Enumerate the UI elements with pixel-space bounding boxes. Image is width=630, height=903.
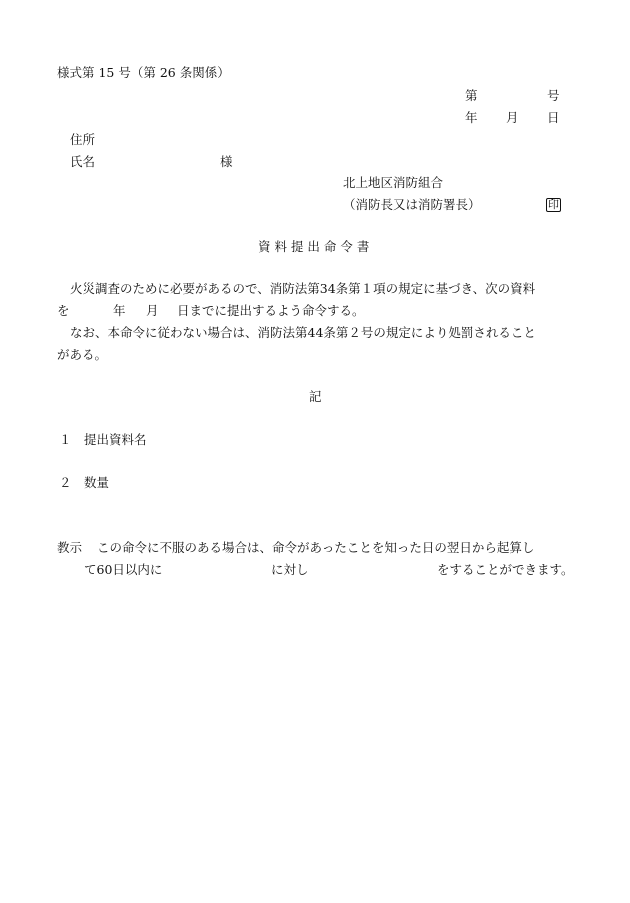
item-2-label: 数量 (84, 475, 110, 490)
item-2-number: ２ (59, 475, 72, 490)
name-label: 氏名 (70, 154, 96, 169)
form-label: 様式第 15 号（第 26 条関係） (57, 65, 230, 80)
body-p1-line2-a: を (57, 303, 70, 318)
notice-label: 教示 (57, 540, 83, 555)
body-p1-line2-month: 月 (146, 303, 159, 318)
item-1-label: 提出資料名 (84, 432, 147, 447)
notice-line2-b: に対し (271, 562, 309, 577)
date-year: 年 (465, 110, 478, 125)
notice-line1: この命令に不服のある場合は、命令があったことを知った日の翌日から起算し (97, 540, 535, 555)
item-1-number: １ (59, 432, 72, 447)
notice-line2-a: て60日以内に (84, 562, 163, 577)
body-p1-line2-rest: 日までに提出するよう命令する。 (177, 303, 365, 318)
issuer-org: 北上地区消防組合 (343, 175, 444, 190)
honorific: 様 (220, 154, 233, 169)
seal-mark (546, 198, 561, 212)
seal-label: 印 (548, 198, 559, 211)
body-p1-line2-year: 年 (113, 303, 126, 318)
body-p1-line1: 火災調査のために必要があるので、消防法第34条第１項の規定に基づき、次の資料 (70, 281, 536, 296)
body-p2-line1: なお、本命令に従わない場合は、消防法第44条第２号の規定により処罰されること (70, 325, 536, 340)
body-p2-line2: がある。 (57, 347, 108, 362)
address-label: 住所 (70, 132, 96, 147)
doc-number-prefix: 第 (465, 88, 478, 103)
date-month: 月 (506, 110, 519, 125)
notice-line2-c: をすることができます。 (437, 562, 574, 577)
doc-title: 資 料 提 出 命 令 書 (258, 239, 370, 254)
doc-number-suffix: 号 (547, 88, 560, 103)
issuer-title: （消防長又は消防署長） (343, 197, 481, 212)
ki-heading: 記 (309, 389, 322, 404)
date-day: 日 (547, 110, 560, 125)
